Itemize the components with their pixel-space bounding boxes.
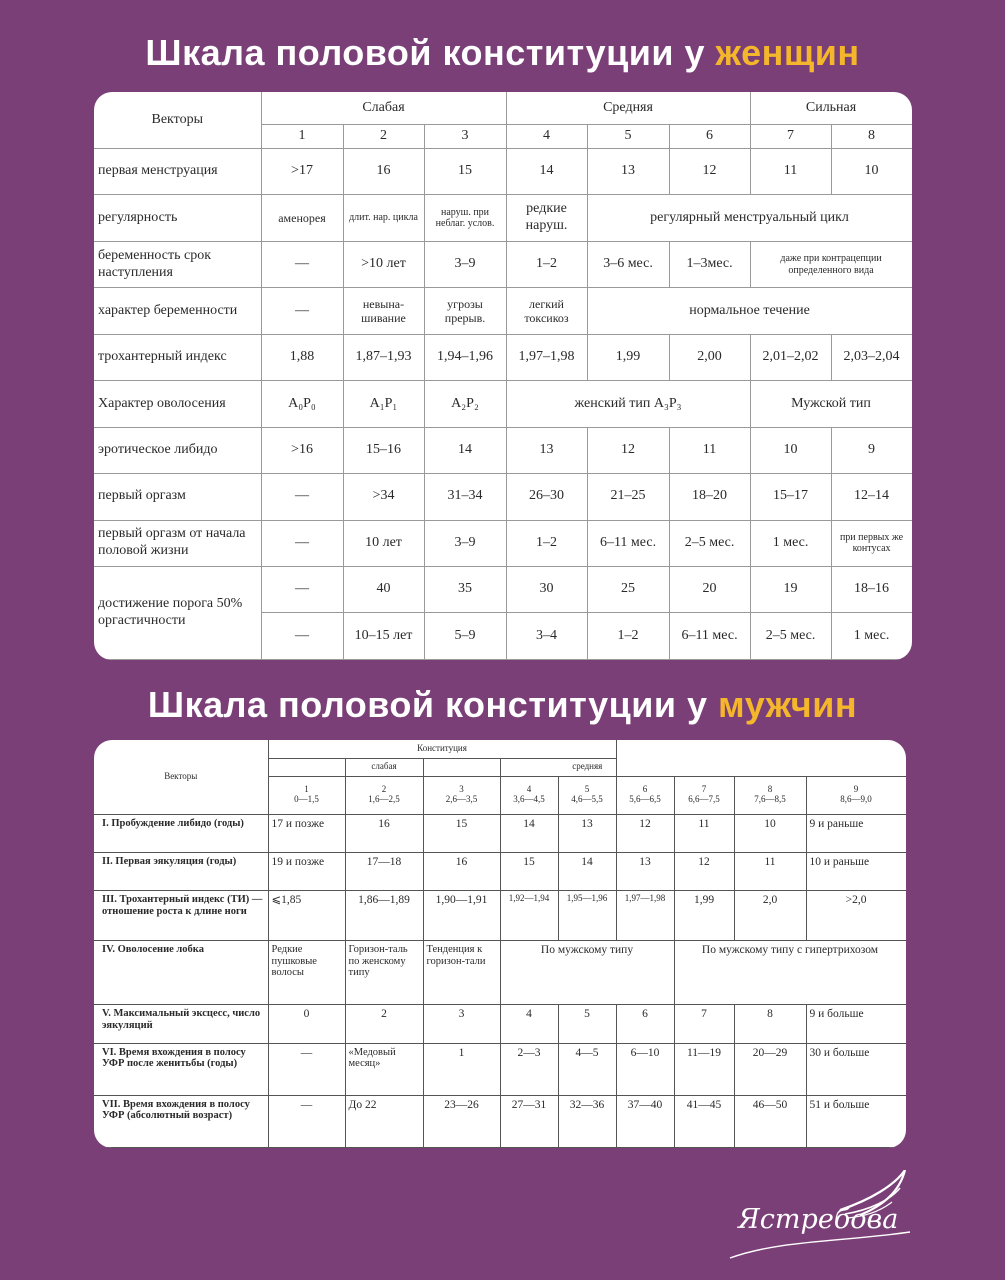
col-num: 1 bbox=[304, 784, 309, 795]
table-cell: Тенденция к горизон-тали bbox=[423, 941, 500, 1005]
table-cell: 21–25 bbox=[587, 474, 669, 520]
men-scale-title: Шкала половой конституции у мужчин bbox=[147, 684, 858, 725]
table-cell: 17—18 bbox=[345, 852, 423, 890]
merged-cell: регулярный менструальный цикл bbox=[587, 195, 912, 241]
table-cell: 14 bbox=[558, 852, 616, 890]
table-cell: 11 bbox=[734, 852, 806, 890]
table-cell: Горизон-таль по женскому типу bbox=[345, 941, 423, 1005]
table-cell: наруш. при неблаг. услов. bbox=[424, 195, 506, 241]
table-cell: 9 bbox=[831, 427, 912, 473]
table-cell: — bbox=[261, 474, 343, 520]
table-cell: 16 bbox=[343, 149, 424, 195]
col-header bbox=[345, 776, 423, 814]
row-label: VII. Время вхождения в полосу УФР (абсолютный возраст) bbox=[94, 1095, 268, 1147]
table-cell: 1,88 bbox=[261, 334, 343, 380]
table-cell: 2,00 bbox=[669, 334, 750, 380]
table-cell: 46—50 bbox=[734, 1095, 806, 1147]
table-cell: 37—40 bbox=[616, 1095, 674, 1147]
vectors-header: Векторы bbox=[94, 92, 261, 149]
table-cell: 1,97–1,98 bbox=[506, 334, 587, 380]
table-cell: 1 bbox=[423, 1043, 500, 1095]
table-cell: 26–30 bbox=[506, 474, 587, 520]
table-cell: 14 bbox=[500, 814, 558, 852]
table-cell: 1,99 bbox=[674, 891, 734, 941]
table-cell: 13 bbox=[506, 427, 587, 473]
table-cell: 5 bbox=[558, 1005, 616, 1043]
merged-cell: Мужской тип bbox=[750, 381, 912, 427]
table-cell: 1,90—1,91 bbox=[423, 891, 500, 941]
row-label: первый оргазм от начала половой жизни bbox=[94, 520, 261, 566]
col-num: 7 bbox=[750, 124, 831, 148]
table-cell: 13 bbox=[558, 814, 616, 852]
table-cell: 17 и позже bbox=[268, 814, 345, 852]
table-cell: 6—10 bbox=[616, 1043, 674, 1095]
table-cell: 30 bbox=[506, 566, 587, 612]
table-cell: 0 bbox=[268, 1005, 345, 1043]
col-header bbox=[734, 776, 806, 814]
col-num: 6 bbox=[642, 784, 648, 795]
table-cell: 3–6 мес. bbox=[587, 241, 669, 287]
table-cell: 32—36 bbox=[558, 1095, 616, 1147]
table-cell: 1,99 bbox=[587, 334, 669, 380]
table-cell: 2—3 bbox=[500, 1043, 558, 1095]
col-num: 3 bbox=[459, 784, 464, 795]
row-label: достижение порога 50% оргастичности bbox=[94, 566, 261, 659]
table-cell: 8 bbox=[734, 1005, 806, 1043]
col-num: 4 bbox=[506, 124, 587, 148]
table-cell: 6–11 мес. bbox=[669, 613, 750, 660]
table-cell: >10 лет bbox=[343, 241, 424, 287]
group-medium: средняя bbox=[500, 758, 674, 776]
table-cell: 11 bbox=[674, 814, 734, 852]
table-cell: A₁P₁ bbox=[343, 381, 424, 427]
table-cell: 9 и больше bbox=[806, 1005, 906, 1043]
women-scale-table bbox=[94, 92, 912, 660]
row-label: VI. Время вхождения в полосу УФР после женитьбы (годы) bbox=[94, 1043, 268, 1095]
table-cell: 11 bbox=[750, 149, 831, 195]
table-cell: 12 bbox=[616, 814, 674, 852]
col-num: 7 bbox=[701, 784, 707, 795]
table-cell: 1 мес. bbox=[750, 520, 831, 566]
group-weak: слабая bbox=[345, 758, 423, 776]
col-num: 8 bbox=[767, 784, 773, 795]
table-cell: 9 и раньше bbox=[806, 814, 906, 852]
col-range: 2,6—3,5 bbox=[445, 794, 478, 805]
table-cell: A₀P₀ bbox=[261, 381, 343, 427]
table-cell: 31–34 bbox=[424, 474, 506, 520]
table-cell: 2,01–2,02 bbox=[750, 334, 831, 380]
table-cell: 3–4 bbox=[506, 613, 587, 660]
table-cell: 18–16 bbox=[831, 566, 912, 612]
table-cell: — bbox=[261, 520, 343, 566]
table-cell: редкие наруш. bbox=[506, 195, 587, 241]
table-cell: 1,86—1,89 bbox=[345, 891, 423, 941]
table-cell: 10 лет bbox=[343, 520, 424, 566]
signature-text: Ястребова bbox=[738, 1204, 899, 1235]
table-cell: 2–5 мес. bbox=[750, 613, 831, 660]
group-medium: Средняя bbox=[506, 92, 750, 124]
col-num: 5 bbox=[584, 784, 590, 795]
col-num: 9 bbox=[853, 784, 859, 795]
col-range: 8,6—9,0 bbox=[840, 794, 872, 805]
table-cell: 1,92—1,94 bbox=[500, 891, 558, 941]
table-cell: 41—45 bbox=[674, 1095, 734, 1147]
table-cell: До 22 bbox=[345, 1095, 423, 1147]
constitution-header: Конституция bbox=[268, 740, 616, 758]
table-cell: 20—29 bbox=[734, 1043, 806, 1095]
table-cell: — bbox=[261, 288, 343, 334]
merged-cell: нормальное течение bbox=[587, 288, 912, 334]
table-cell: 10–15 лет bbox=[343, 613, 424, 660]
table-cell: 6 bbox=[616, 1005, 674, 1043]
men-scale-table bbox=[94, 740, 906, 1148]
table-cell: 2 bbox=[345, 1005, 423, 1043]
table-cell: A₂P₂ bbox=[424, 381, 506, 427]
table-cell: ⩽1,85 bbox=[268, 891, 345, 941]
table-cell: 15–17 bbox=[750, 474, 831, 520]
table-cell: 6–11 мес. bbox=[587, 520, 669, 566]
table-cell: 25 bbox=[587, 566, 669, 612]
table-cell: 2,03–2,04 bbox=[831, 334, 912, 380]
table-cell: 1 мес. bbox=[831, 613, 912, 660]
table-cell: 16 bbox=[423, 852, 500, 890]
table-cell: 5–9 bbox=[424, 613, 506, 660]
table-cell: 12 bbox=[669, 149, 750, 195]
table-cell: 51 и больше bbox=[806, 1095, 906, 1147]
col-header bbox=[500, 776, 558, 814]
col-range: 6,6—7,5 bbox=[688, 794, 720, 805]
row-label: характер беременности bbox=[94, 288, 261, 334]
col-num: 2 bbox=[381, 784, 387, 795]
col-num: 8 bbox=[831, 124, 912, 148]
table-cell: 11—19 bbox=[674, 1043, 734, 1095]
table-cell: 1–2 bbox=[506, 520, 587, 566]
row-label: первый оргазм bbox=[94, 474, 261, 520]
merged-cell: По мужскому типу bbox=[500, 941, 674, 1005]
table-cell: — bbox=[268, 1095, 345, 1147]
table-cell: невына-шивание bbox=[343, 288, 424, 334]
col-num: 6 bbox=[669, 124, 750, 148]
table-cell: 19 и позже bbox=[268, 852, 345, 890]
table-cell: 40 bbox=[343, 566, 424, 612]
table-cell: «Медовый месяц» bbox=[345, 1043, 423, 1095]
table-cell: Редкие пушковые волосы bbox=[268, 941, 345, 1005]
table-cell: 15 bbox=[500, 852, 558, 890]
merged-cell: По мужскому типу с гипертрихозом bbox=[674, 941, 906, 1005]
table-cell: 7 bbox=[674, 1005, 734, 1043]
table-cell: 10 bbox=[750, 427, 831, 473]
col-num: 2 bbox=[343, 124, 424, 148]
col-header bbox=[558, 776, 616, 814]
col-header bbox=[674, 776, 734, 814]
women-scale-table-card bbox=[94, 92, 912, 660]
row-label: II. Первая эякуляция (годы) bbox=[94, 852, 268, 890]
vectors-header: Векторы bbox=[94, 740, 268, 814]
row-label: беременность срок наступления bbox=[94, 241, 261, 287]
table-cell: — bbox=[268, 1043, 345, 1095]
table-cell: 3 bbox=[423, 1005, 500, 1043]
table-cell: 27—31 bbox=[500, 1095, 558, 1147]
table-cell: — bbox=[261, 241, 343, 287]
col-range: 4,6—5,5 bbox=[571, 794, 603, 805]
row-label: III. Трохантерный индекс (ТИ) — отношение роста к длине ноги bbox=[94, 891, 268, 941]
group-strong: Сильная bbox=[750, 92, 912, 124]
table-cell: 10 bbox=[734, 814, 806, 852]
group-weak: Слабая bbox=[261, 92, 506, 124]
table-cell: 15–16 bbox=[343, 427, 424, 473]
table-cell: 3–9 bbox=[424, 520, 506, 566]
table-cell: 14 bbox=[506, 149, 587, 195]
table-cell: аменорея bbox=[261, 195, 343, 241]
table-cell: 4—5 bbox=[558, 1043, 616, 1095]
table-cell: при первых же контусах bbox=[831, 520, 912, 566]
women-scale-title: Шкала половой конституции у женщин bbox=[145, 32, 860, 73]
table-cell: 30 и больше bbox=[806, 1043, 906, 1095]
row-label: эротическое либидо bbox=[94, 427, 261, 473]
table-cell: 18–20 bbox=[669, 474, 750, 520]
signature-logo bbox=[720, 1170, 920, 1260]
row-label: трохантерный индекс bbox=[94, 334, 261, 380]
row-label: IV. Оволосение лобка bbox=[94, 941, 268, 1005]
table-cell: 10 bbox=[831, 149, 912, 195]
col-num: 4 bbox=[526, 784, 532, 795]
merged-cell: даже при контрацепции определенного вида bbox=[750, 241, 912, 287]
table-cell: 1,87–1,93 bbox=[343, 334, 424, 380]
table-cell: 35 bbox=[424, 566, 506, 612]
table-cell: угрозы прерыв. bbox=[424, 288, 506, 334]
table-cell: 15 bbox=[423, 814, 500, 852]
col-range: 7,6—8,5 bbox=[754, 794, 786, 805]
table-cell: 1,97—1,98 bbox=[616, 891, 674, 941]
table-cell: 1–2 bbox=[506, 241, 587, 287]
table-cell: 11 bbox=[669, 427, 750, 473]
row-label: V. Максимальный эксцесс, число эякуляций bbox=[94, 1005, 268, 1043]
table-cell: 1,94–1,96 bbox=[424, 334, 506, 380]
table-cell: 2,0 bbox=[734, 891, 806, 941]
table-cell: легкий токсикоз bbox=[506, 288, 587, 334]
table-cell: 12–14 bbox=[831, 474, 912, 520]
table-cell: 15 bbox=[424, 149, 506, 195]
table-cell: >17 bbox=[261, 149, 343, 195]
table-cell: >34 bbox=[343, 474, 424, 520]
table-cell: >2,0 bbox=[806, 891, 906, 941]
table-cell: — bbox=[261, 566, 343, 612]
col-num: 1 bbox=[261, 124, 343, 148]
col-range: 0—1,5 bbox=[294, 794, 319, 805]
table-cell: 1–2 bbox=[587, 613, 669, 660]
col-range: 3,6—4,5 bbox=[513, 794, 545, 805]
col-range: 5,6—6,5 bbox=[629, 794, 661, 805]
table-cell: 20 bbox=[669, 566, 750, 612]
col-num: 5 bbox=[587, 124, 669, 148]
col-header bbox=[616, 776, 674, 814]
col-num: 3 bbox=[424, 124, 506, 148]
table-cell: 4 bbox=[500, 1005, 558, 1043]
table-cell: 13 bbox=[587, 149, 669, 195]
table-cell: 23—26 bbox=[423, 1095, 500, 1147]
table-cell: — bbox=[261, 613, 343, 660]
table-cell: 10 и раньше bbox=[806, 852, 906, 890]
table-cell: 19 bbox=[750, 566, 831, 612]
table-cell: 1–3мес. bbox=[669, 241, 750, 287]
row-label: Характер оволосения bbox=[94, 381, 261, 427]
col-range: 1,6—2,5 bbox=[368, 794, 400, 805]
col-header bbox=[806, 776, 906, 814]
table-cell: 16 bbox=[345, 814, 423, 852]
table-cell: 2–5 мес. bbox=[669, 520, 750, 566]
merged-cell: женский тип A₃P₃ bbox=[506, 381, 750, 427]
table-cell: 14 bbox=[424, 427, 506, 473]
row-label: регулярность bbox=[94, 195, 261, 241]
row-label: первая менструация bbox=[94, 149, 261, 195]
table-cell: >16 bbox=[261, 427, 343, 473]
men-scale-table-card bbox=[94, 740, 906, 1148]
table-cell: 3–9 bbox=[424, 241, 506, 287]
table-cell: 12 bbox=[674, 852, 734, 890]
table-cell: 12 bbox=[587, 427, 669, 473]
table-cell: 1,95—1,96 bbox=[558, 891, 616, 941]
col-header bbox=[423, 776, 500, 814]
table-cell: длит. нар. цикла bbox=[343, 195, 424, 241]
row-label: I. Пробуждение либидо (годы) bbox=[94, 814, 268, 852]
table-cell: 13 bbox=[616, 852, 674, 890]
col-header bbox=[268, 776, 345, 814]
